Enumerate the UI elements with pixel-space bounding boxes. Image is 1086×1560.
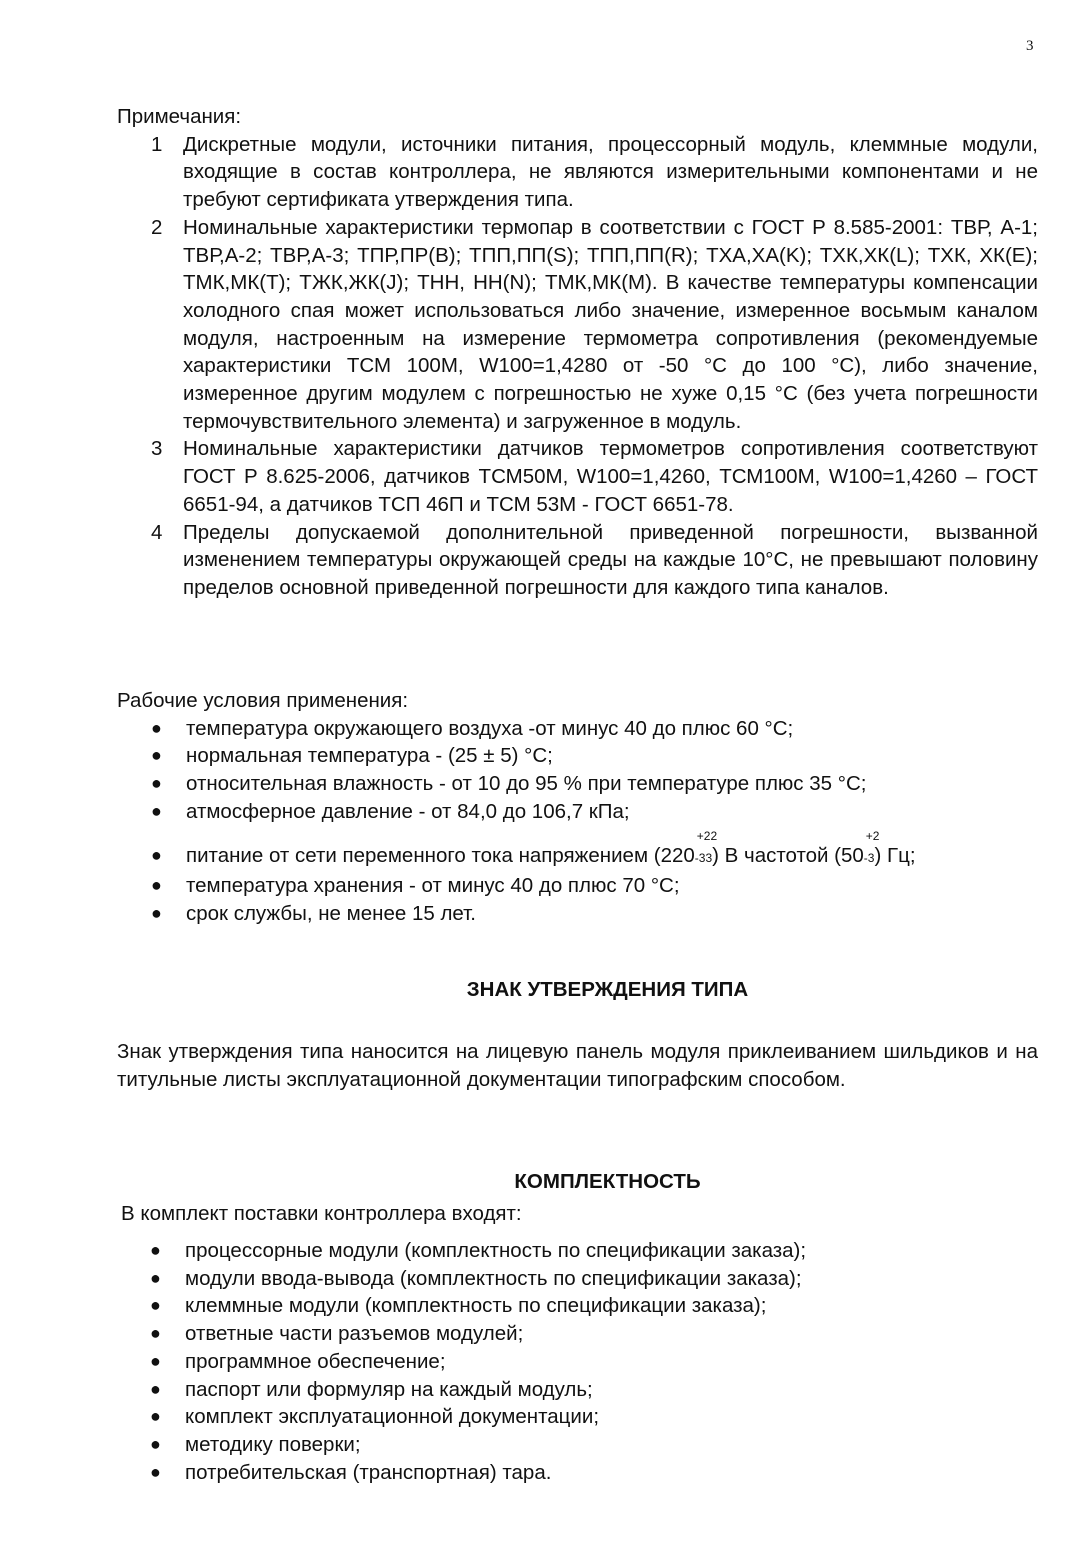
bullet-icon: ●: [150, 1461, 161, 1482]
bullet-icon: ●: [150, 1240, 161, 1260]
note-number: 2: [151, 215, 163, 239]
list-item: [117, 872, 1047, 900]
voltage-plus: +22: [696, 828, 718, 843]
list-item-text: методику поверки;: [185, 1432, 361, 1456]
list-item-text: температура окружающего воздуха -от минус 40 до плюс 60 °C;: [186, 716, 794, 740]
bullet-icon: ●: [150, 1433, 161, 1454]
power-suffix: ) Гц;: [874, 843, 916, 867]
note-text: Пределы допускаемой дополнительной приведенной погрешности, вызванной изменением температуры окружающей среды на каждые 10°C, не превышают половину пределов основной приведенной погрешности для каждого типа каналов.: [183, 520, 1038, 599]
bullet-icon: ●: [150, 1378, 161, 1399]
bullet-icon: ●: [151, 800, 162, 821]
voltage-minus: -33: [694, 850, 713, 865]
note-number: 3: [151, 437, 163, 461]
list-item: [117, 742, 1047, 770]
list-item-text: температура хранения - от минус 40 до плюс 70 °C;: [186, 874, 680, 898]
conditions-section: [117, 687, 1047, 928]
section-heading-completeness: КОМПЛЕКТНОСТЬ: [514, 1170, 701, 1193]
note-item: [117, 131, 1038, 214]
list-item: [117, 715, 1047, 743]
list-item: [116, 1348, 1046, 1376]
list-item: [116, 1403, 1046, 1431]
list-item-text: процессорные модули (комплектность по спецификации заказа);: [185, 1239, 807, 1262]
notes-section: [117, 103, 1038, 602]
list-item: [116, 1431, 1046, 1459]
bullet-icon: ●: [150, 1267, 161, 1288]
power-middle: ) В частотой (50: [712, 843, 864, 867]
note-text: Номинальные характеристики датчиков термометров сопротивления соответствуют ГОСТ Р 8.625-2006, датчиков ТСМ50М, W100=1,4260, ТСМ100М, W100=1,4260 – ГОСТ 6651-94, а датчиков ТСП 46П и ТСМ 53М - ГОСТ 6651-78.: [183, 437, 1038, 516]
bullet-icon: ●: [150, 1295, 161, 1316]
notes-title: Примечания:: [117, 105, 242, 128]
conditions-title: Рабочие условия применения:: [117, 689, 409, 712]
section-heading-approval: ЗНАК УТВЕРЖДЕНИЯ ТИПА: [466, 978, 749, 1001]
list-item: [117, 900, 1047, 928]
note-text: Номинальные характеристики термопар в соответствии с ГОСТ Р 8.585-2001: ТВР, А-1; ТВР,А-2; ТВР,А-3; ТПР,ПР(B); ТПП,ПП(S); ТПП,ПП(R); ТХА,ХА(K); ТХК,ХК(L); ТХК, ХК(E); ТМК,МК(T); ТЖК,ЖК(J); ТНН, НН(N); ТМК,МК(M). В качестве температуры компенсации холодного спая может использоваться либо значение, измеренное восьмым каналом модуля, настроенным на измерение термометра сопротивления (рекомендуемые характеристики ТСМ 100М, W100=1,4280 от -50 °C до 100 °C), либо значение, измеренное другим модулем с погрешностью не хуже 0,15 °C (без учета погрешности термочувствительного элемента) и загруженное в модуль.: [183, 215, 1038, 433]
bullet-icon: ●: [150, 1406, 161, 1427]
bullet-icon: ●: [150, 1350, 161, 1371]
page-number: 3: [1026, 38, 1034, 54]
list-item: [116, 1265, 1046, 1293]
bullet-icon: ●: [151, 902, 162, 923]
list-item-text: нормальная температура - (25 ± 5) °C;: [186, 744, 553, 768]
list-item-text: ответные части разъемов модулей;: [185, 1322, 524, 1346]
approval-paragraph: Знак утверждения типа наносится на лицевую панель модуля приклеиванием шильдиков и на титульные листы эксплуатационной документации типографским способом.: [117, 1040, 1038, 1091]
list-item: [116, 1292, 1046, 1320]
list-item-text: относительная влажность - от 10 до 95 % при температуре плюс 35 °C;: [186, 772, 867, 796]
note-item: [117, 435, 1038, 518]
bullet-icon: ●: [151, 844, 162, 865]
list-item-text: клеммные модули (комплектность по спецификации заказа);: [185, 1294, 767, 1318]
list-item-power: [117, 828, 1047, 873]
completeness-intro: В комплект поставки контроллера входят:: [121, 1202, 522, 1225]
list-item-text: программное обеспечение;: [185, 1349, 446, 1373]
list-item: [117, 798, 1047, 826]
completeness-list: [116, 1237, 1046, 1486]
list-item-text: атмосферное давление - от 84,0 до 106,7 кПа;: [186, 799, 630, 823]
list-item-text: срок службы, не менее 15 лет.: [186, 901, 476, 925]
list-item: [116, 1237, 1046, 1265]
bullet-icon: ●: [151, 745, 162, 766]
list-item: [117, 770, 1047, 798]
list-item: [116, 1459, 1046, 1487]
list-item: [116, 1320, 1046, 1348]
bullet-icon: ●: [151, 875, 162, 896]
frequency-tolerance: [863, 828, 880, 873]
note-number: 4: [151, 520, 163, 544]
bullet-icon: ●: [151, 717, 162, 738]
list-item-text: потребительская (транспортная) тара.: [185, 1460, 552, 1484]
power-prefix: питание от сети переменного тока напряжением (220: [186, 843, 695, 867]
note-text: Дискретные модули, источники питания, процессорный модуль, клеммные модули, входящие в состав контроллера, не являются измерительными компонентами и не требуют сертификата утверждения типа.: [183, 132, 1038, 212]
note-number: 1: [151, 132, 163, 156]
bullet-icon: ●: [150, 1323, 161, 1344]
list-item-text: паспорт или формуляр на каждый модуль;: [185, 1377, 593, 1401]
voltage-tolerance: [694, 828, 718, 873]
bullet-icon: ●: [151, 773, 162, 794]
list-item-text: комплект эксплуатационной документации;: [185, 1405, 600, 1429]
note-item: [117, 214, 1038, 436]
list-item-text: модули ввода-вывода (комплектность по спецификации заказа);: [185, 1266, 802, 1290]
frequency-plus: +2: [865, 828, 880, 843]
note-item: [117, 519, 1038, 602]
list-item: [116, 1376, 1046, 1404]
frequency-minus: -3: [863, 850, 875, 865]
